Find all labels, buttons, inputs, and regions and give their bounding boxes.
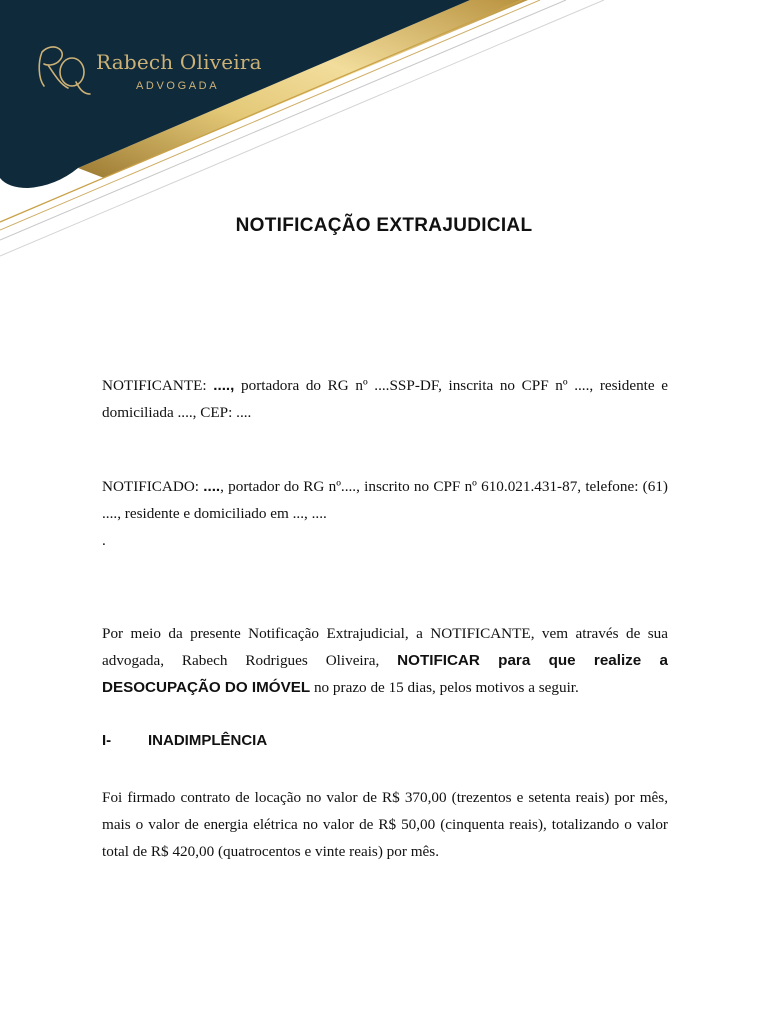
section-number: I- [102, 732, 112, 749]
notificante-text: portadora do RG nº ....SSP-DF, inscrita no CPF nº ...., residente e domiciliada ...., CEP: .... [102, 377, 669, 421]
intro-text-1: Por meio da presente Notificação Extrajudicial, a NOTIFICANTE, vem através de sua advogada, Rabech Rodrigues Oliveira, [102, 625, 668, 669]
brand-subtitle: ADVOGADA [136, 80, 220, 92]
notificado-name: .... [203, 478, 221, 495]
section-title: INADIMPLÊNCIA [148, 732, 268, 749]
notificante-label: NOTIFICANTE: [102, 377, 207, 394]
brand-logo [32, 38, 272, 108]
intro-text-2: no prazo de 15 dias, pelos motivos a seguir. [310, 679, 579, 696]
intro-paragraph [102, 620, 668, 701]
notificado-paragraph [102, 473, 668, 554]
notificado-label: NOTIFICADO: [102, 478, 200, 495]
section-body: Foi firmado contrato de locação no valor de R$ 370,00 (trezentos e setenta reais) por mês, mais o valor de energia elétrica no valor de R$ 50,00 (cinquenta reais), totalizando o valor total de R$ 420,00 (quatrocentos e vinte reais) por mês. [102, 789, 668, 860]
document-title: NOTIFICAÇÃO EXTRAJUDICIAL [235, 215, 533, 236]
intro-bold: NOTIFICAR para que realize a DESOCUPAÇÃO DO IMÓVEL [102, 652, 668, 696]
notificado-trailing: . [102, 532, 106, 549]
notificante-name: ...., [213, 377, 235, 394]
section-heading [102, 732, 267, 749]
notificante-paragraph [102, 372, 668, 426]
monogram-icon [32, 38, 92, 100]
notificado-text: , portador do RG nº...., inscrito no CPF nº 610.021.431-87, telefone: (61) ...., residente e domiciliado em ..., .... [102, 478, 668, 522]
brand-name: Rabech Oliveira [96, 50, 262, 74]
